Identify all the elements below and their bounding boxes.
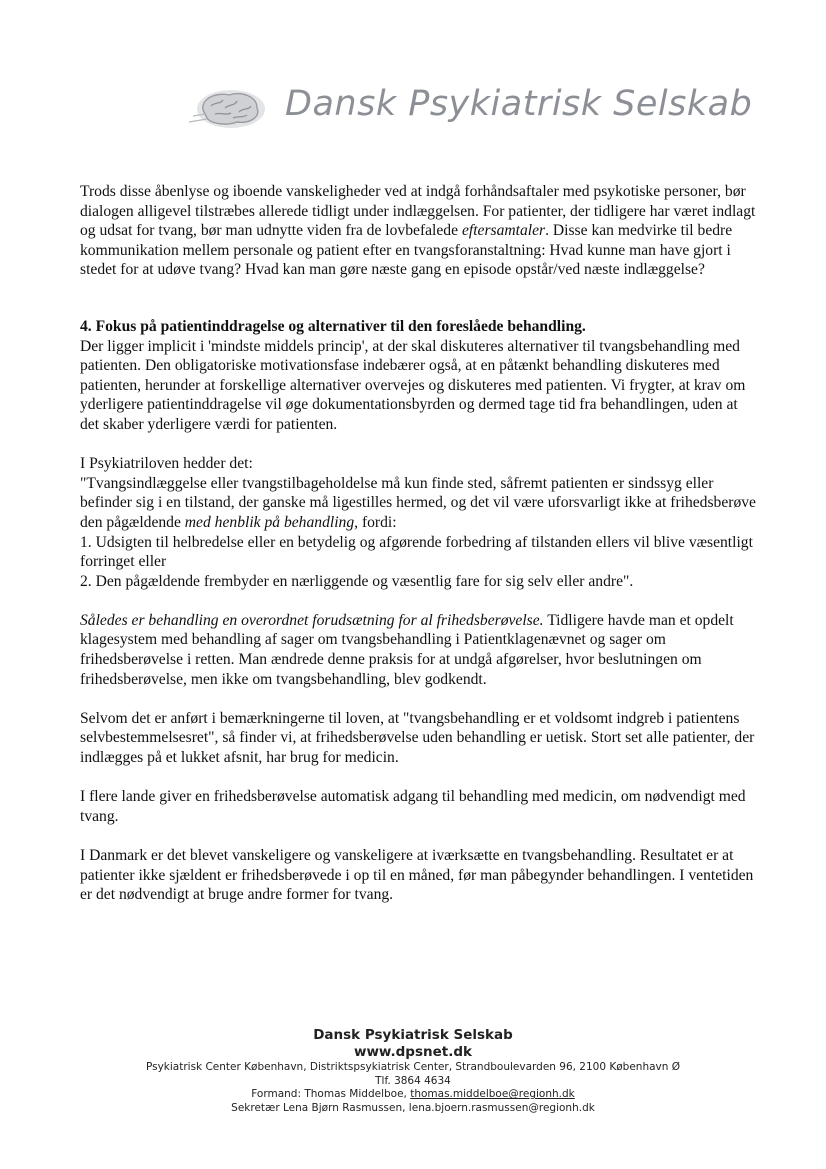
footer — [0, 1027, 826, 1116]
letter-body — [80, 182, 756, 924]
section-heading: 4. Fokus på patientinddragelse og alternativer til den foreslåede behandling. — [80, 317, 586, 335]
text: . Disse kan medvirke til bedre kommunikation mellem personale og patient efter en tvangsforanstaltning: Hvad kunne man have gjort i stedet for at udøve tvang? Hvad kan man gøre næste gang en episode opstår/ved næste indlæggelse? — [80, 222, 733, 279]
brand-name: Dansk Psykiatrisk Selskab — [285, 84, 753, 124]
footer-org: Dansk Psykiatrisk Selskab — [313, 1027, 513, 1043]
text: Trods disse åbenlyse og iboende vanskeligheder ved at indgå forhåndsaftaler med psykotiske personer, bør dialogen alligevel tilstræbes allerede tidligt under indlæggelsen. For patienter, der tidligere har været indlagt og udsat for tvang, bør man udnytte viden fra de lovbefalede — [80, 183, 756, 240]
emphasis: med henblik på behandling — [184, 513, 355, 531]
footer-chair — [0, 1088, 826, 1102]
emphasis: Således er behandling en overordnet forudsætning for al frihedsberøvelse. — [80, 611, 544, 629]
text: "Tvangsindlæggelse eller tvangstilbageholdelse må kun finde sted, såfremt patienten er sindssyg eller befinder sig i en tilstand, der ganske må ligestilles hermed, og det vil være uforsvarligt ikke at frihedsberøve den pågældende — [80, 474, 756, 531]
footer-phone: Tlf. 3864 4634 — [375, 1074, 451, 1087]
list-item: 2. Den pågældende frembyder en nærliggende og væsentlig fare for sig selv eller andre". — [80, 572, 634, 590]
paragraph: Der ligger implicit i 'mindste middels princip', at der skal diskuteres alternativer til tvangsbehandling med patienten. Den obligatoriske motivationsfase indebærer også, at en påtænkt behandling diskuteres med patienten, herunder at forskellige alternativer overvejes og diskuteres med patienten. Vi frygter, at krav om yderligere patientinddragelse vil øge dokumentationsbyrden og dermed tage tid fra behandlingen, uden at det skaber yderligere værdi for patienten. — [80, 337, 746, 433]
emphasis: eftersamtaler — [461, 222, 546, 240]
chair-email-link[interactable]: thomas.middelboe@regionh.dk — [410, 1088, 575, 1101]
paragraph: I flere lande giver en frihedsberøvelse automatisk adgang til behandling med medicin, om nødvendigt med tvang. — [80, 788, 746, 825]
law-quote — [80, 454, 756, 591]
brain-icon — [185, 86, 271, 132]
letterhead — [185, 78, 753, 140]
text: I Psykiatriloven hedder det: — [80, 455, 253, 473]
paragraph: Selvom det er anført i bemærkningerne til loven, at "tvangsbehandling er et voldsomt indgreb i patientens selvbestemmelsesret", så finder vi, at frihedsberøvelse uden behandling er uetisk. Stort set alle patienter, der indlægges på et lukket afsnit, har brug for medicin. — [80, 709, 755, 767]
footer-website[interactable]: www.dpsnet.dk — [353, 1044, 473, 1060]
text: Formand: Thomas Middelboe, — [251, 1088, 411, 1101]
footer-secretary: Sekretær Lena Bjørn Rasmussen, lena.bjoern.rasmussen@regionh.dk — [231, 1102, 595, 1115]
paragraph — [80, 611, 756, 689]
paragraph — [80, 182, 756, 280]
text: Tidligere havde man et opdelt klagesystem med behandling af sager om tvangsbehandling i Patientklagenævnet og sager om frihedsberøvelse i retten. Man ændrede denne praksis for at undgå afgørelser, hvor beslutningen om frihedsberøvelse, men ikke om tvangsbehandling, blev godkendt. — [80, 611, 734, 688]
paragraph: I Danmark er det blevet vanskeligere og vanskeligere at iværksætte en tvangsbehandling. Resultatet er at patienter ikke sjældent er frihedsberøvede i op til en måned, før man påbegynder behandlingen. I ventetiden er det nødvendigt at bruge andre former for tvang. — [80, 847, 754, 904]
list-item: 1. Udsigten til helbredelse eller en betydelig og afgørende forbedring af tilstanden ellers vil blive væsentligt forringet eller — [80, 533, 753, 571]
footer-address: Psykiatrisk Center København, Distriktspsykiatrisk Center, Strandboulevarden 96, 2100 København Ø — [145, 1061, 681, 1073]
text: , fordi: — [354, 513, 397, 531]
